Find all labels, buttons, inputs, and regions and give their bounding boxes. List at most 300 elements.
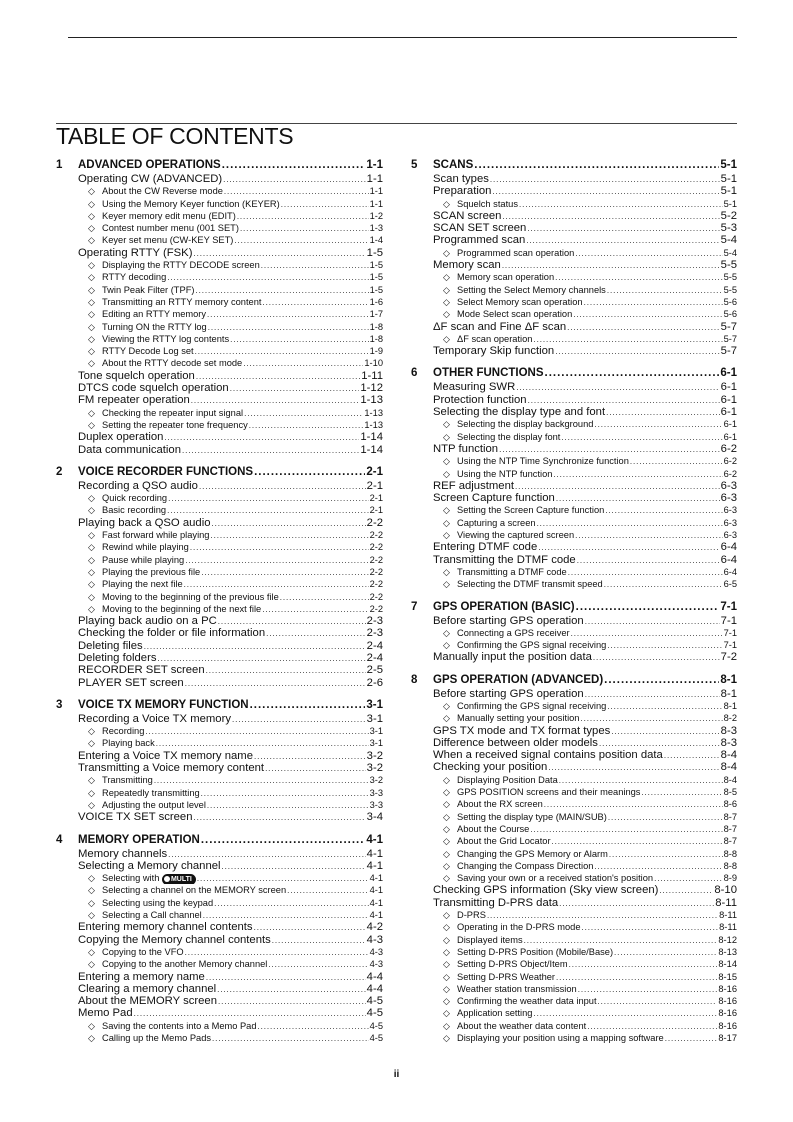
toc-subentry[interactable] <box>56 504 383 516</box>
toc-subentry[interactable] <box>56 234 383 246</box>
entry-text: Operating in the D-PRS mode <box>457 922 581 933</box>
toc-section-heading[interactable] <box>56 158 383 173</box>
toc-subentry[interactable] <box>411 1020 737 1032</box>
entry-label <box>457 627 570 639</box>
toc-entry[interactable] <box>56 627 383 639</box>
diamond-bullet-icon: ◇ <box>443 284 450 295</box>
toc-entry[interactable] <box>411 688 737 700</box>
entry-label <box>102 185 223 197</box>
toc-subentry[interactable] <box>411 835 737 847</box>
diamond-bullet-icon: ◇ <box>443 579 450 590</box>
toc-subentry[interactable] <box>56 737 383 749</box>
toc-subentry[interactable] <box>56 296 383 308</box>
diamond-bullet-icon: ◇ <box>443 456 450 467</box>
page-ref: 1-8 <box>369 321 383 332</box>
toc-subentry[interactable] <box>411 774 737 786</box>
entry-text: Selecting with <box>102 873 160 884</box>
entry-label <box>457 247 574 259</box>
dot-leader <box>272 935 366 946</box>
toc-subentry[interactable] <box>56 884 383 896</box>
entry-text: Operating RTTY (FSK) <box>78 246 193 259</box>
dot-leader <box>185 678 366 689</box>
toc-entry[interactable] <box>411 345 737 357</box>
page-ref: 5-3 <box>720 222 737 235</box>
dot-leader <box>201 833 366 848</box>
entry-text: Confirming the GPS signal receiving <box>457 700 607 711</box>
toc-subentry[interactable] <box>56 578 383 590</box>
entry-text: Pause while playing <box>102 554 185 565</box>
dot-leader <box>230 383 360 394</box>
diamond-bullet-icon: ◇ <box>88 333 95 344</box>
dot-leader <box>223 174 366 185</box>
dot-leader <box>555 346 719 357</box>
entry-text: Entering DTMF code <box>433 541 538 554</box>
toc-entry[interactable] <box>411 480 737 492</box>
page-ref: 8-9 <box>723 873 737 884</box>
toc-entry[interactable] <box>56 173 383 185</box>
page-ref: 1-2 <box>369 210 383 221</box>
entry-text: Transmitting a Voice memory content <box>78 762 265 775</box>
page-ref: 6-2 <box>720 442 737 455</box>
toc-section-heading[interactable] <box>411 366 737 381</box>
dot-leader <box>164 432 359 443</box>
entry-label <box>457 198 518 210</box>
dot-leader <box>210 530 368 541</box>
toc-subentry[interactable] <box>411 504 737 516</box>
toc-entry[interactable] <box>411 725 737 737</box>
diamond-bullet-icon: ◇ <box>88 272 95 283</box>
dot-leader <box>262 604 368 615</box>
diamond-bullet-icon: ◇ <box>443 823 450 834</box>
diamond-bullet-icon: ◇ <box>88 603 95 614</box>
diamond-bullet-icon: ◇ <box>443 700 450 711</box>
toc-subentry[interactable] <box>56 566 383 578</box>
entry-label <box>78 677 184 689</box>
toc-entry[interactable] <box>56 860 383 872</box>
entry-text: Keyer set menu (CW-KEY SET) <box>102 235 234 246</box>
entry-text: Capturing a screen <box>457 517 536 528</box>
page-ref: 1-5 <box>366 246 383 259</box>
toc-entry[interactable] <box>411 381 737 393</box>
toc-subentry[interactable] <box>56 799 383 811</box>
entry-text: Transmitting the DTMF code <box>433 553 576 566</box>
toc-section-2 <box>56 465 383 689</box>
toc-entry[interactable] <box>411 222 737 234</box>
dot-leader <box>249 420 364 431</box>
entry-label <box>78 934 271 946</box>
toc-entry[interactable] <box>56 995 383 1007</box>
entry-text: GPS POSITION screens and their meanings <box>457 787 641 798</box>
entry-label <box>433 897 558 909</box>
toc-entry[interactable] <box>411 884 737 896</box>
toc-subentry[interactable] <box>411 946 737 958</box>
toc-entry[interactable] <box>56 517 383 529</box>
toc-subentry[interactable] <box>411 566 737 578</box>
toc-entry[interactable] <box>411 897 737 909</box>
toc-subentry[interactable] <box>411 971 737 983</box>
toc-subentry[interactable] <box>411 468 737 480</box>
dot-leader <box>206 972 366 983</box>
entry-label <box>102 554 184 566</box>
diamond-bullet-icon: ◇ <box>88 223 95 234</box>
toc-subentry[interactable] <box>411 712 737 724</box>
toc-section-heading[interactable] <box>411 600 737 615</box>
toc-subentry[interactable] <box>56 603 383 615</box>
toc-subentry[interactable] <box>411 798 737 810</box>
entry-label <box>433 222 526 234</box>
toc-section-heading[interactable] <box>411 673 737 688</box>
toc-entry[interactable] <box>411 761 737 773</box>
page-ref: 8-1 <box>720 687 737 700</box>
page-ref: 8-10 <box>714 884 737 897</box>
entry-text: Deleting folders <box>78 651 157 664</box>
dot-leader <box>254 465 365 480</box>
toc-entry[interactable] <box>56 848 383 860</box>
toc-subentry[interactable] <box>411 431 737 443</box>
toc-entry[interactable] <box>56 431 383 443</box>
entry-text: SCAN screen <box>433 209 502 222</box>
toc-entry[interactable] <box>56 652 383 664</box>
toc-entry[interactable] <box>56 370 383 382</box>
diamond-bullet-icon: ◇ <box>443 627 450 638</box>
toc-entry[interactable] <box>411 185 737 197</box>
toc-entry[interactable] <box>56 615 383 627</box>
toc-entry[interactable] <box>411 234 737 246</box>
entry-label <box>457 921 581 933</box>
diamond-bullet-icon: ◇ <box>88 198 95 209</box>
toc-subentry[interactable] <box>411 578 737 590</box>
toc-entry[interactable] <box>411 737 737 749</box>
toc-subentry[interactable] <box>56 872 383 884</box>
entry-text: Contest number menu (001 SET) <box>102 223 239 234</box>
entry-label <box>102 234 233 246</box>
dot-leader <box>575 248 722 259</box>
toc-subentry[interactable] <box>411 1032 737 1044</box>
diamond-bullet-icon: ◇ <box>88 309 95 320</box>
entry-label <box>457 786 640 798</box>
entry-text: Using the NTP function <box>457 468 553 479</box>
diamond-bullet-icon: ◇ <box>443 309 450 320</box>
toc-entry[interactable] <box>56 677 383 689</box>
toc-subentry[interactable] <box>56 345 383 357</box>
toc-section-heading[interactable] <box>56 833 383 848</box>
toc-section-heading[interactable] <box>411 158 737 173</box>
toc-subentry[interactable] <box>56 198 383 210</box>
entry-label <box>457 872 653 884</box>
page-ref: 8-17 <box>718 1033 737 1043</box>
entry-label <box>102 198 280 210</box>
dot-leader <box>212 1033 369 1044</box>
toc-section-heading[interactable] <box>56 465 383 480</box>
entry-label <box>457 798 543 810</box>
toc-entry[interactable] <box>411 554 737 566</box>
toc-subentry[interactable] <box>411 308 737 320</box>
toc-section-heading[interactable] <box>56 698 383 713</box>
entry-label <box>457 284 606 296</box>
toc-subentry[interactable] <box>56 541 383 553</box>
toc-subentry[interactable] <box>56 407 383 419</box>
toc-entry[interactable] <box>56 394 383 406</box>
dot-leader <box>607 640 722 651</box>
toc-subentry[interactable] <box>56 958 383 970</box>
diamond-bullet-icon: ◇ <box>443 566 450 577</box>
diamond-bullet-icon: ◇ <box>443 873 450 884</box>
entry-label <box>457 971 555 983</box>
entry-label <box>433 210 501 222</box>
toc-entry[interactable] <box>56 480 383 492</box>
section-title: SCANS <box>433 159 474 171</box>
toc-subentry[interactable] <box>411 1007 737 1019</box>
section-number: 4 <box>56 833 63 846</box>
toc-entry[interactable] <box>411 443 737 455</box>
diamond-bullet-icon: ◇ <box>443 640 450 651</box>
toc-subentry[interactable] <box>411 700 737 712</box>
toc-entry[interactable] <box>56 750 383 762</box>
dot-leader <box>664 750 720 761</box>
diamond-bullet-icon: ◇ <box>88 566 95 577</box>
toc-entry[interactable] <box>56 811 383 823</box>
entry-text: Displayed items <box>457 934 523 945</box>
toc-subentry[interactable] <box>411 529 737 541</box>
toc-subentry[interactable] <box>56 271 383 283</box>
toc-entry[interactable] <box>411 541 737 553</box>
toc-subentry[interactable] <box>411 786 737 798</box>
toc-entry[interactable] <box>56 762 383 774</box>
dot-leader <box>196 371 360 382</box>
toc-subentry[interactable] <box>411 333 737 345</box>
toc-entry[interactable] <box>56 934 383 946</box>
toc-entry[interactable] <box>411 406 737 418</box>
page-ref: 6-5 <box>723 579 737 590</box>
dot-leader <box>208 322 369 333</box>
page-ref: 6-1 <box>723 419 737 430</box>
entry-text: Playing the next file <box>102 579 183 590</box>
page-ref: 7-1 <box>720 614 737 627</box>
entry-text: Data communication <box>78 443 181 456</box>
diamond-bullet-icon: ◇ <box>88 959 95 970</box>
entry-label <box>433 688 584 700</box>
entry-text: Memory scan <box>433 259 501 272</box>
page-ref: 4-1 <box>369 897 383 908</box>
toc-entry[interactable] <box>56 664 383 676</box>
toc-subentry[interactable] <box>411 934 737 946</box>
toc-subentry[interactable] <box>56 308 383 320</box>
toc-subentry[interactable] <box>56 492 383 504</box>
toc-subentry[interactable] <box>56 725 383 737</box>
toc-subentry[interactable] <box>56 1020 383 1032</box>
toc-subentry[interactable] <box>56 284 383 296</box>
dot-leader <box>217 984 366 995</box>
dot-leader <box>552 836 723 847</box>
page-ref: 6-3 <box>723 505 737 516</box>
toc-entry[interactable] <box>411 210 737 222</box>
toc-subentry[interactable] <box>56 333 383 345</box>
page-ref: 5-4 <box>720 234 737 247</box>
entry-text: Before starting GPS operation <box>433 687 584 700</box>
toc-entry[interactable] <box>56 713 383 725</box>
toc-subentry[interactable] <box>411 860 737 872</box>
toc-subentry[interactable] <box>56 774 383 786</box>
toc-subentry[interactable] <box>56 210 383 222</box>
toc-entry[interactable] <box>411 394 737 406</box>
toc-subentry[interactable] <box>411 198 737 210</box>
toc-subentry[interactable] <box>56 529 383 541</box>
dot-leader <box>474 158 719 173</box>
toc-subentry[interactable] <box>411 848 737 860</box>
page-ref: 8-16 <box>718 983 737 994</box>
dot-leader <box>261 260 369 271</box>
toc-subentry[interactable] <box>411 517 737 529</box>
page-ref: 5-1 <box>723 198 737 209</box>
toc-entry[interactable] <box>56 971 383 983</box>
entry-text: Repeatedly transmitting <box>102 787 200 798</box>
toc-subentry[interactable] <box>411 823 737 835</box>
page-ref: 5-2 <box>720 209 737 222</box>
header-rule <box>68 37 737 38</box>
toc-subentry[interactable] <box>411 455 737 467</box>
toc-subentry[interactable] <box>56 787 383 799</box>
entry-text: Rewind while playing <box>102 542 189 553</box>
diamond-bullet-icon: ◇ <box>88 530 95 541</box>
toc-subentry[interactable] <box>56 222 383 234</box>
entry-text: Fast forward while playing <box>102 530 210 541</box>
multi-dial-icon <box>162 874 196 884</box>
toc-subentry[interactable] <box>56 419 383 431</box>
entry-text: Entering a Voice TX memory name <box>78 749 253 762</box>
entry-text: Application setting <box>457 1008 533 1019</box>
entry-label <box>457 308 572 320</box>
diamond-bullet-icon: ◇ <box>88 321 95 332</box>
toc-entry[interactable] <box>56 983 383 995</box>
page-ref: 3-1 <box>369 738 383 749</box>
dot-leader <box>191 395 360 406</box>
entry-label <box>102 407 243 419</box>
dot-leader <box>185 555 368 566</box>
entry-text: ΔF scan operation <box>457 333 533 344</box>
dot-leader <box>533 334 722 345</box>
entry-label <box>457 860 593 872</box>
entry-text: DTCS code squelch operation <box>78 382 229 395</box>
toc-subentry[interactable] <box>56 185 383 197</box>
toc-subentry[interactable] <box>56 259 383 271</box>
dot-leader <box>287 885 368 896</box>
diamond-bullet-icon: ◇ <box>88 210 95 221</box>
dot-leader <box>281 199 369 210</box>
page-ref: 6-4 <box>720 553 737 566</box>
entry-text: Checking your position <box>433 761 548 774</box>
diamond-bullet-icon: ◇ <box>88 186 95 197</box>
diamond-bullet-icon: ◇ <box>88 346 95 357</box>
page-ref: 4-5 <box>369 1020 383 1031</box>
toc-entry[interactable] <box>411 259 737 271</box>
entry-label <box>78 995 217 1007</box>
page-ref: 3-3 <box>369 799 383 810</box>
toc-subentry[interactable] <box>411 909 737 921</box>
entry-label <box>78 247 192 259</box>
toc-subentry[interactable] <box>56 321 383 333</box>
toc-subentry[interactable] <box>411 872 737 884</box>
toc-entry[interactable] <box>411 492 737 504</box>
dot-leader <box>516 382 719 393</box>
page-ref: 1-5 <box>369 272 383 283</box>
toc-subentry[interactable] <box>411 983 737 995</box>
toc-section-8 <box>411 673 737 1045</box>
dot-leader <box>537 518 723 529</box>
toc-entry[interactable] <box>411 173 737 185</box>
toc-entry[interactable] <box>56 1007 383 1019</box>
toc-subentry[interactable] <box>411 284 737 296</box>
dot-leader <box>519 199 723 210</box>
toc-subentry[interactable] <box>411 296 737 308</box>
entry-label <box>457 774 558 786</box>
toc-section-5 <box>411 158 737 357</box>
entry-label <box>433 884 658 896</box>
dot-leader <box>578 984 718 995</box>
toc-subentry[interactable] <box>411 271 737 283</box>
dot-leader <box>582 922 719 933</box>
entry-label <box>102 591 279 603</box>
toc-subentry[interactable] <box>56 554 383 566</box>
toc-subentry[interactable] <box>411 418 737 430</box>
page-ref: 6-4 <box>723 566 737 577</box>
toc-entry[interactable] <box>411 615 737 627</box>
toc-subentry[interactable] <box>56 1032 383 1044</box>
page-ref: 8-14 <box>718 959 737 970</box>
toc-subentry[interactable] <box>56 946 383 958</box>
dot-leader <box>268 959 368 970</box>
dot-leader <box>206 665 366 676</box>
toc-entry[interactable] <box>56 640 383 652</box>
toc-subentry[interactable] <box>411 639 737 651</box>
toc-subentry[interactable] <box>56 357 383 369</box>
toc-subentry[interactable] <box>56 897 383 909</box>
page-ref: 4-1 <box>366 833 383 846</box>
toc-entry[interactable] <box>411 749 737 761</box>
dot-leader <box>559 775 723 786</box>
toc-entry[interactable] <box>56 921 383 933</box>
toc-entry[interactable] <box>411 321 737 333</box>
entry-label <box>433 345 554 357</box>
diamond-bullet-icon: ◇ <box>443 713 450 724</box>
toc-subentry[interactable] <box>411 995 737 1007</box>
toc-entry[interactable] <box>411 651 737 663</box>
toc-section-7 <box>411 600 737 664</box>
toc-subentry[interactable] <box>56 909 383 921</box>
page-ref: 6-2 <box>723 456 737 467</box>
entry-label <box>102 787 200 799</box>
toc-subentry[interactable] <box>411 921 737 933</box>
dot-leader <box>580 713 722 724</box>
page-ref: 1-1 <box>369 198 383 209</box>
toc-subentry[interactable] <box>411 627 737 639</box>
toc-entry[interactable] <box>56 247 383 259</box>
entry-text: Temporary Skip function <box>433 345 555 358</box>
toc-subentry[interactable] <box>411 958 737 970</box>
toc-entry[interactable] <box>56 382 383 394</box>
multi-badge-label: MULTI <box>170 876 192 884</box>
dot-leader <box>190 542 369 553</box>
diamond-bullet-icon: ◇ <box>88 579 95 590</box>
page-ref: 5-1 <box>720 159 737 171</box>
dot-leader <box>515 481 720 492</box>
dot-leader <box>568 567 723 578</box>
toc-subentry[interactable] <box>411 811 737 823</box>
toc-subentry[interactable] <box>411 247 737 259</box>
toc-entry[interactable] <box>56 444 383 456</box>
toc-subentry[interactable] <box>56 591 383 603</box>
page-ref: 7-1 <box>723 627 737 638</box>
dot-leader <box>222 861 366 872</box>
